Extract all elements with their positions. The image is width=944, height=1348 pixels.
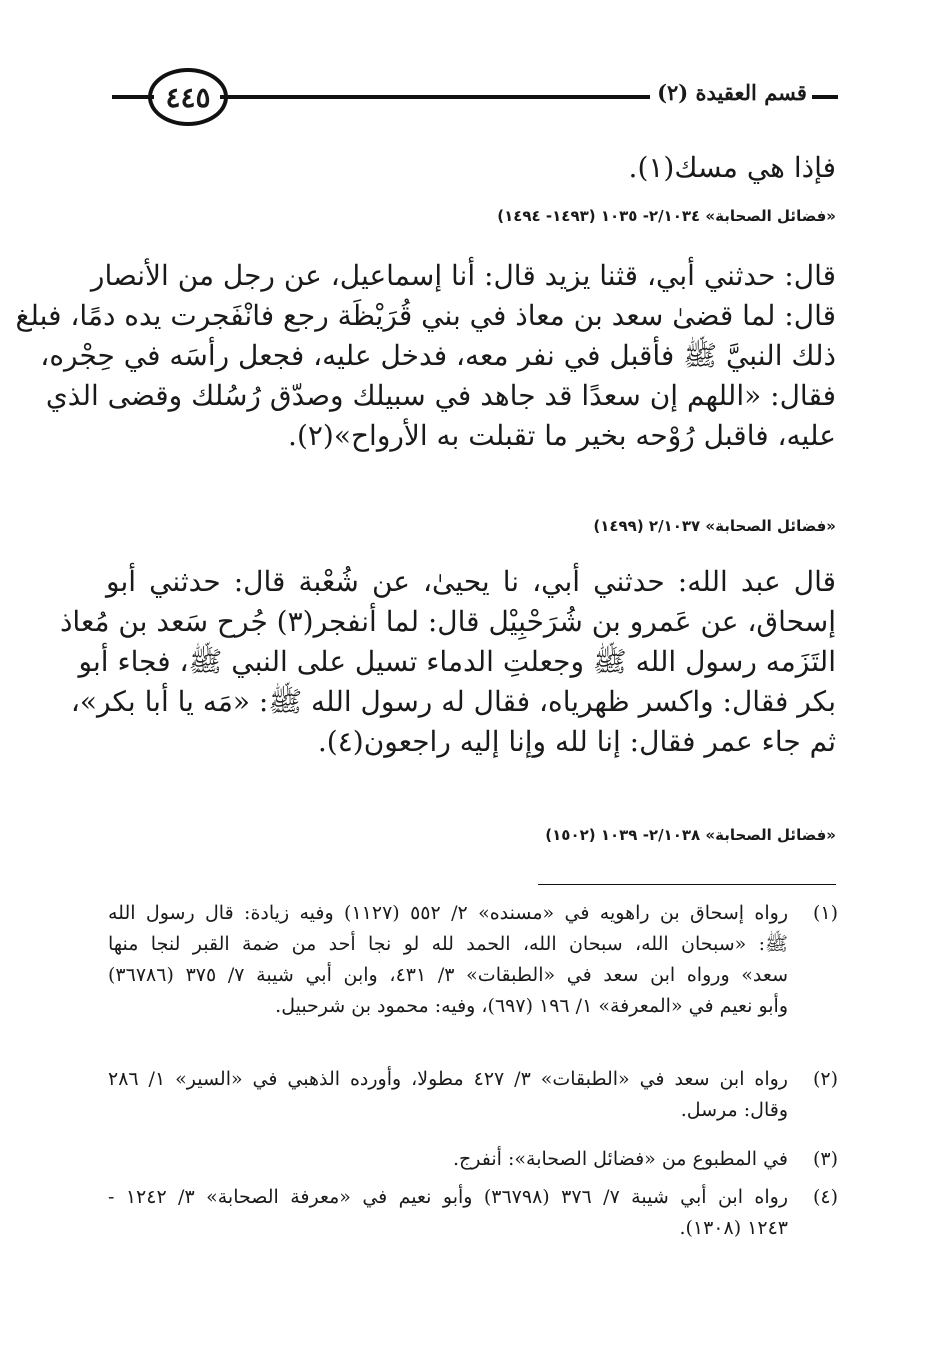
text-line: التَزَمه رسول الله ﷺ وجعلتِ الدماء تسيل على النبي ﷺ، فجاء أبو <box>78 645 836 678</box>
source-reference: «فضائل الصحابة» ٢/١٠٣٨- ١٠٣٩ (١٥٠٢) <box>545 826 836 844</box>
text-line: قال: حدثني أبي، قثنا يزيد قال: أنا إسماعيل، عن رجل من الأنصار <box>90 259 836 292</box>
running-title: قسم العقيدة (٢) <box>657 80 807 105</box>
paragraph <box>59 562 837 762</box>
footnote <box>108 1144 838 1175</box>
text-line: قال عبد الله: حدثني أبي، نا يحيىٰ، عن شُعْبة قال: حدثني أبو <box>106 565 837 598</box>
footnote-separator <box>538 884 836 885</box>
footnote-line: وقال: مرسل. <box>680 1099 788 1121</box>
text-line: ثم جاء عمر فقال: إنا لله وإنا إليه راجعون(٤). <box>317 725 836 758</box>
page-number: ٤٤٥ <box>148 68 228 126</box>
page-header <box>112 66 838 132</box>
text-line: فقال: «اللهم إن سعدًا قد جاهد في سبيلك وصدّق رُسُلك وقضى الذي <box>45 379 836 412</box>
header-rule-right <box>812 95 838 99</box>
text-line: إسحاق، عن عَمرو بن شُرَحْبِيْل قال: لما أنفجر(٣) جُرح سَعد بن مُعاذ <box>59 605 836 638</box>
footnote-line: سعد» ورواه ابن سعد في «الطبقات» ٣/ ٤٣١، وابن أبي شيبة ٧/ ٣٧٥ (٣٦٧٨٦) <box>108 964 788 986</box>
footnote <box>108 1182 838 1244</box>
footnote-number: (١) <box>812 902 838 924</box>
footnote-number: (٣) <box>812 1148 838 1170</box>
footnote-number: (٢) <box>812 1068 838 1090</box>
text-line: ذلك النبيَّ ﷺ فأقبل في نفر معه، فدخل عليه، فجعل رأسَه في حِجْره، <box>40 339 836 372</box>
footnote-line: رواه ابن أبي شيبة ٧/ ٣٧٦ (٣٦٧٩٨) وأبو نعيم في «معرفة الصحابة» ٣/ ١٢٤٢ - <box>108 1186 788 1208</box>
footnote-line: في المطبوع من «فضائل الصحابة»: أنفرج. <box>453 1148 788 1170</box>
text-line: بكر فقال: واكسر ظهرياه، فقال له رسول الله ﷺ: «مَه يا أبا بكر»، <box>70 685 836 718</box>
footnote-line: ﷺ: «سبحان الله، سبحان الله، الحمد لله لو نجا أحد من ضمة القبر لنجا منها <box>108 933 788 955</box>
footnote-line: وأبو نعيم في «المعرفة» ١/ ١٩٦ (٦٩٧)، وفيه: محمود بن شرحبيل. <box>275 995 788 1017</box>
text-line: قال: لما قضىٰ سعد بن معاذ في بني قُرَيْظَة رجع فانْفَجرت يده دمًا، فبلغ <box>15 299 836 332</box>
footnote-line: ١٢٤٣ (١٣٠٨). <box>679 1217 788 1239</box>
intro-line: فإذا هي مسك(١). <box>628 151 836 184</box>
source-reference: «فضائل الصحابة» ٢/١٠٣٧ (١٤٩٩) <box>593 517 836 535</box>
footnote-line: رواه إسحاق بن راهويه في «مسنده» ٢/ ٥٥٢ (١١٢٧) وفيه زيادة: قال رسول الله <box>108 902 789 924</box>
header-rule-middle <box>220 95 650 99</box>
paragraph <box>15 256 836 456</box>
footnote <box>108 898 838 1022</box>
source-reference: «فضائل الصحابة» ٢/١٠٣٤- ١٠٣٥ (١٤٩٣- ١٤٩٤) <box>497 207 836 225</box>
footnote-line: رواه ابن سعد في «الطبقات» ٣/ ٤٢٧ مطولا، وأورده الذهبي في «السير» ١/ ٢٨٦ <box>108 1068 788 1090</box>
footnote <box>108 1064 838 1126</box>
text-line: عليه، فاقبل رُوْحه بخير ما تقبلت به الأرواح»(٢). <box>288 419 836 452</box>
footnote-number: (٤) <box>812 1186 838 1208</box>
